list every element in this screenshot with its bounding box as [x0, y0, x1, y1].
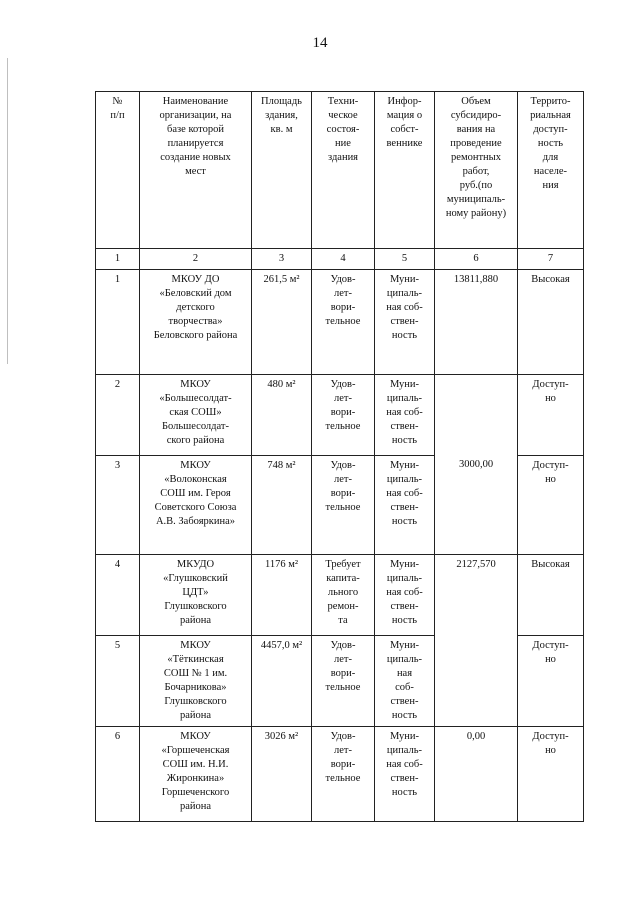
table-row — [96, 555, 584, 636]
organization-name: МКОУ «Волоконская СОШ им. Героя Советского Союза А.В. Забояркина» — [140, 456, 252, 555]
territorial-access: Доступ- но — [518, 456, 584, 555]
building-area: 480 м² — [252, 375, 312, 456]
building-area: 748 м² — [252, 456, 312, 555]
owner-info: Муни- ципаль- ная соб- ствен- ность — [375, 727, 435, 822]
owner-info: Муни- ципаль- ная соб- ствен- ность — [375, 456, 435, 555]
table-row — [96, 727, 584, 822]
table-row — [96, 375, 584, 456]
territorial-access: Доступ- но — [518, 636, 584, 727]
building-area: 3026 м² — [252, 727, 312, 822]
column-number: 3 — [252, 249, 312, 270]
organization-name: МКОУ «Горшеченская СОШ им. Н.И. Жиронкина» Горшеченского района — [140, 727, 252, 822]
subsidy-table — [95, 91, 584, 822]
header-cell-organization: Наименование организации, на базе которой планируется создание новых мест — [140, 92, 252, 249]
building-condition: Удов- лет- вори- тельное — [312, 270, 375, 375]
subsidy-amount: 2127,570 — [435, 555, 518, 727]
territorial-access: Доступ- но — [518, 727, 584, 822]
territorial-access: Высокая — [518, 555, 584, 636]
subsidy-amount: 13811,880 — [435, 270, 518, 375]
owner-info: Муни- ципаль- ная соб- ствен- ность — [375, 555, 435, 636]
building-condition: Удов- лет- вори- тельное — [312, 456, 375, 555]
building-area: 4457,0 м² — [252, 636, 312, 727]
column-number-row — [96, 249, 584, 270]
header-cell-subsidy: Объем субсидиро- вания на проведение ремонтных работ, руб.(по муниципаль- ному району) — [435, 92, 518, 249]
column-number: 2 — [140, 249, 252, 270]
header-cell-owner: Инфор- мация о собст- веннике — [375, 92, 435, 249]
row-number: 1 — [96, 270, 140, 375]
building-condition: Требует капита- льного ремон- та — [312, 555, 375, 636]
owner-info: Муни- ципаль- ная соб- ствен- ность — [375, 270, 435, 375]
building-condition: Удов- лет- вори- тельное — [312, 636, 375, 727]
subsidy-amount: 3000,00 — [435, 375, 518, 555]
column-number: 1 — [96, 249, 140, 270]
building-condition: Удов- лет- вори- тельное — [312, 727, 375, 822]
row-number: 5 — [96, 636, 140, 727]
table-row — [96, 270, 584, 375]
row-number: 6 — [96, 727, 140, 822]
column-number: 5 — [375, 249, 435, 270]
territorial-access: Высокая — [518, 270, 584, 375]
row-number: 2 — [96, 375, 140, 456]
table-header-row — [96, 92, 584, 249]
territorial-access: Доступ- но — [518, 375, 584, 456]
column-number: 7 — [518, 249, 584, 270]
header-cell-condition: Техни- ческое состоя- ние здания — [312, 92, 375, 249]
owner-info: Муни- ципаль- ная соб- ствен- ность — [375, 375, 435, 456]
header-cell-number: № п/п — [96, 92, 140, 249]
page-number: 14 — [312, 35, 328, 51]
building-area: 261,5 м² — [252, 270, 312, 375]
row-number: 3 — [96, 456, 140, 555]
organization-name: МКОУ «Большесолдат- ская СОШ» Большесолдат- ского района — [140, 375, 252, 456]
row-number: 4 — [96, 555, 140, 636]
header-cell-area: Площадь здания, кв. м — [252, 92, 312, 249]
organization-name: МКОУ ДО «Беловский дом детского творчества» Беловского района — [140, 270, 252, 375]
organization-name: МКУДО «Глушковский ЦДТ» Глушковского района — [140, 555, 252, 636]
header-cell-access: Террито- риальная доступ- ность для населе- ния — [518, 92, 584, 249]
column-number: 6 — [435, 249, 518, 270]
building-condition: Удов- лет- вори- тельное — [312, 375, 375, 456]
building-area: 1176 м² — [252, 555, 312, 636]
column-number: 4 — [312, 249, 375, 270]
subsidy-amount: 0,00 — [435, 727, 518, 822]
organization-name: МКОУ «Тёткинская СОШ № 1 им. Бочарникова» Глушковского района — [140, 636, 252, 727]
owner-info: Муни- ципаль- ная соб- ствен- ность — [375, 636, 435, 727]
scan-edge-mark — [7, 58, 8, 364]
